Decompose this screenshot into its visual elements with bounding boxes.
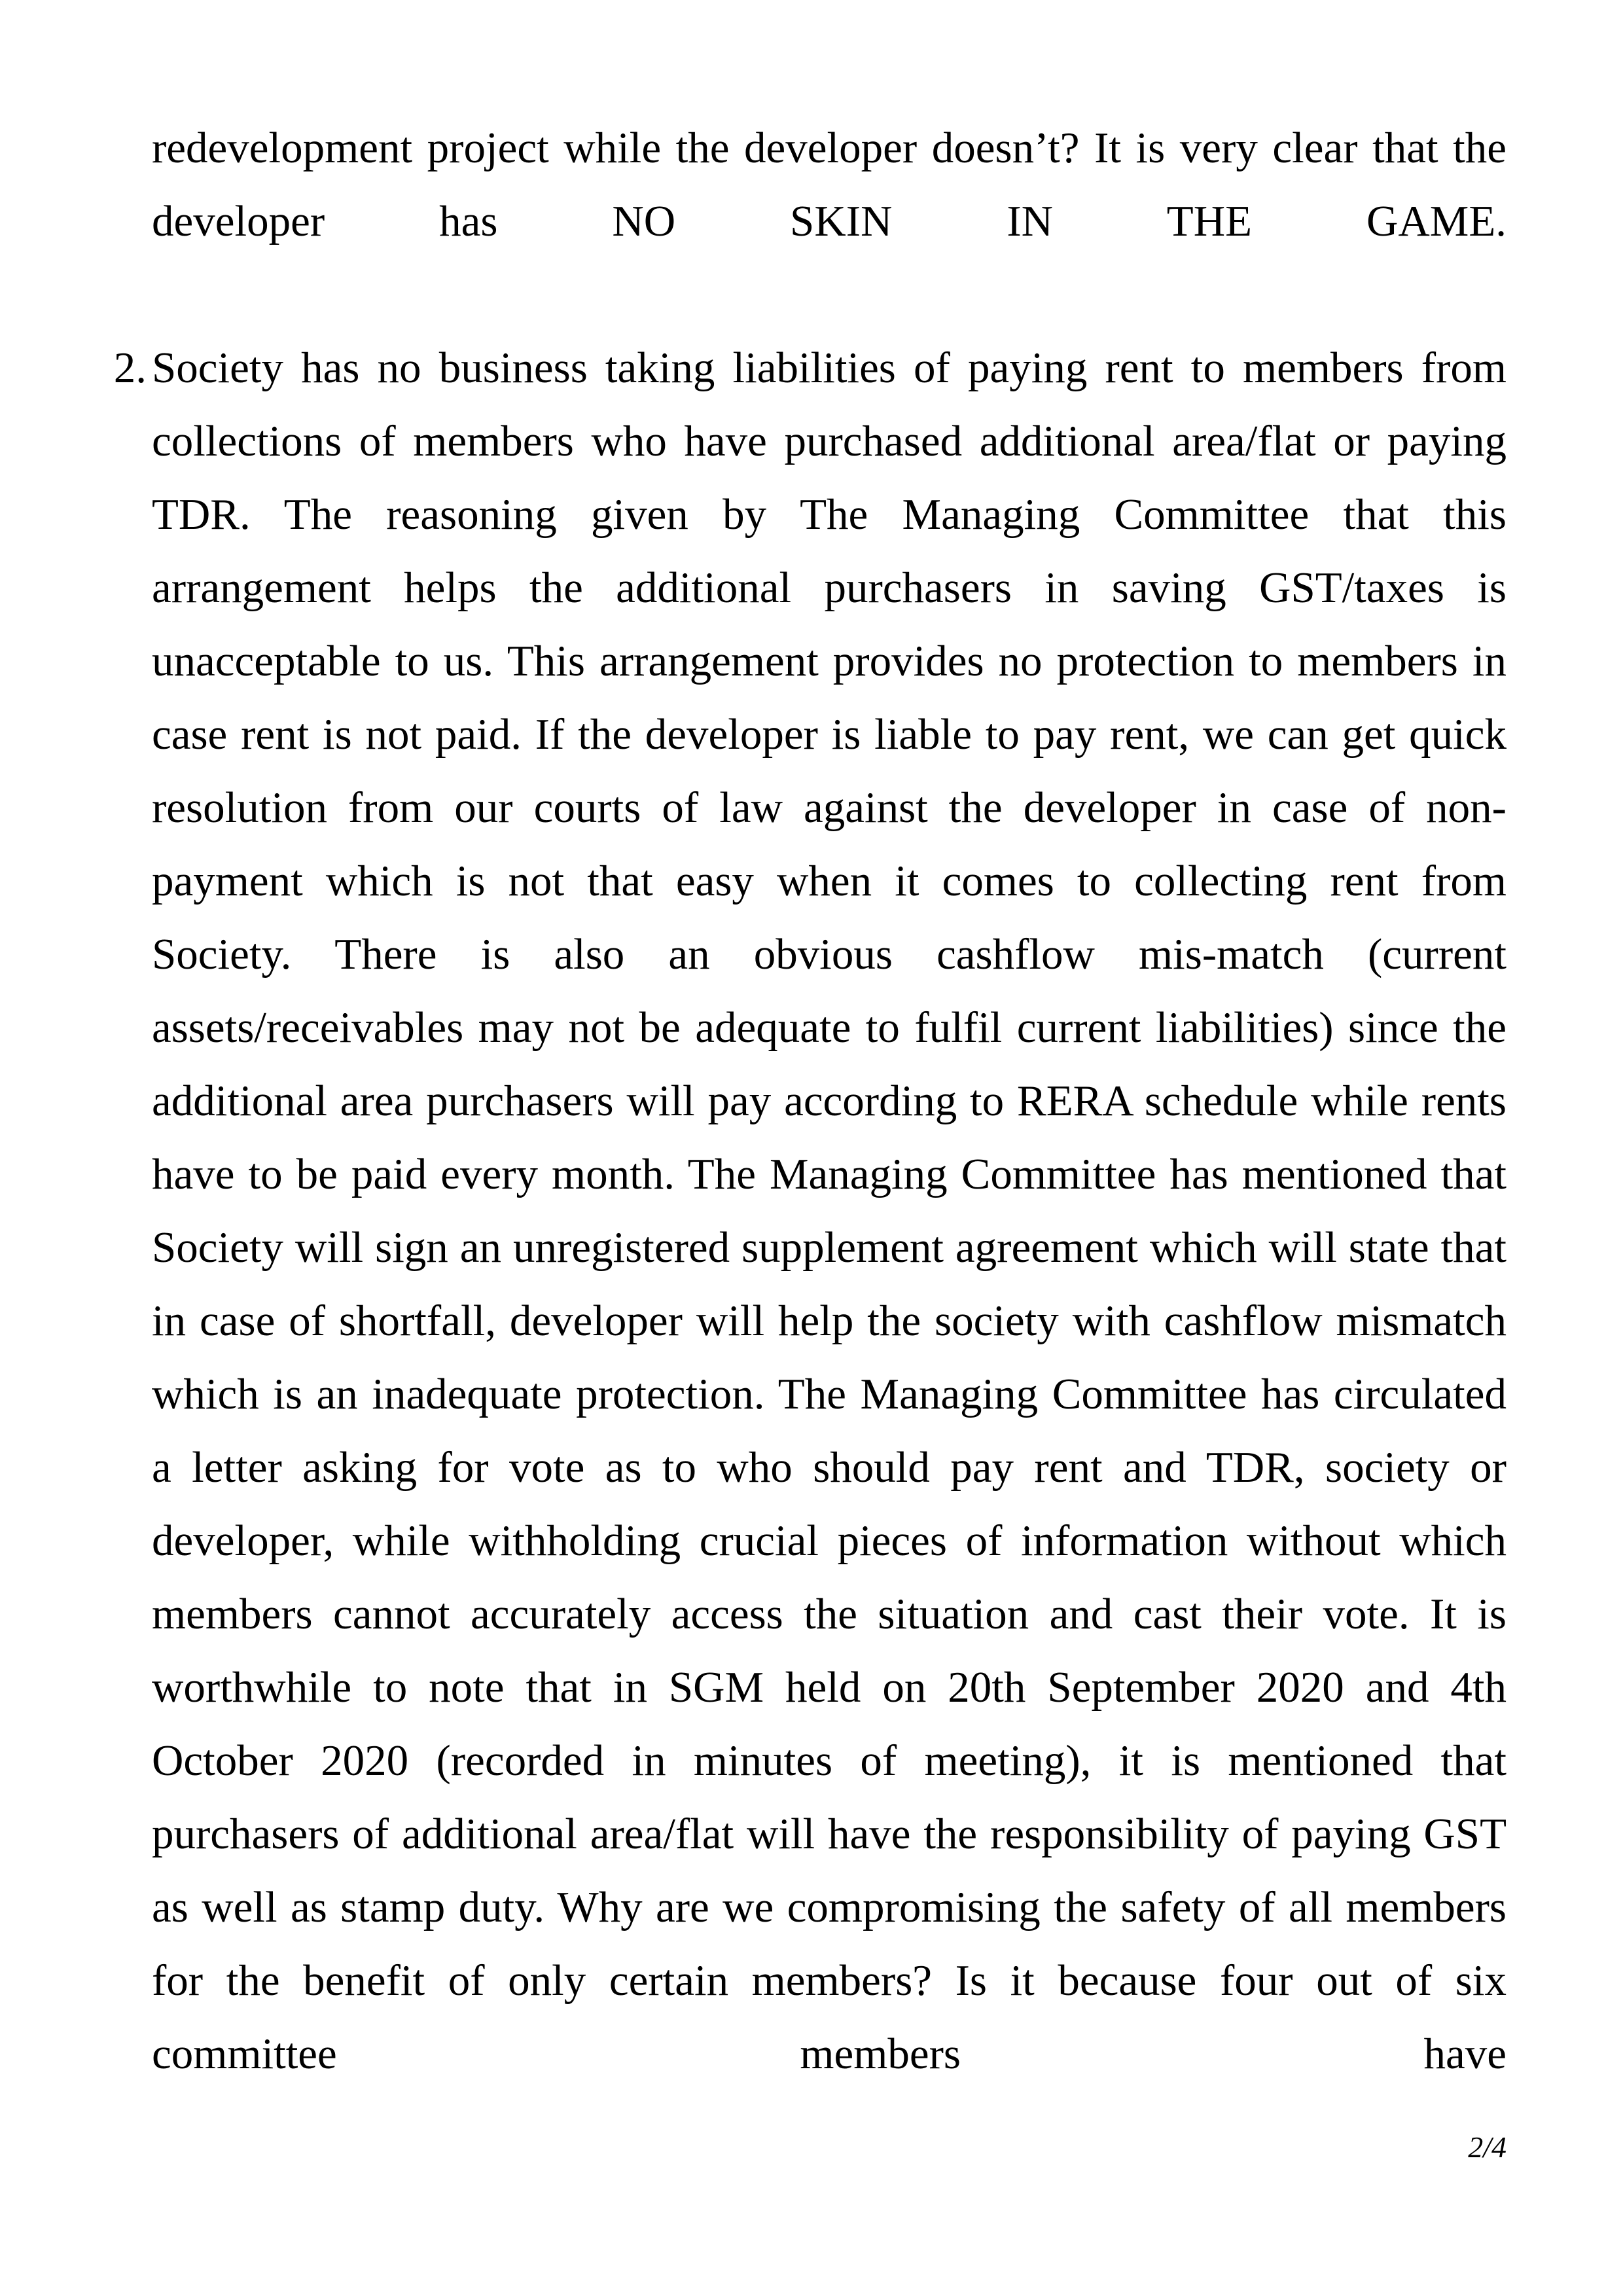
- text-column: [113, 111, 1507, 2164]
- continued-paragraph: redevelopment project while the developer doesn’t? It is very clear that the developer has NO SKIN IN THE GAME.: [152, 124, 1507, 245]
- page-number-footer: 2/4: [1468, 2130, 1507, 2164]
- list-item-text: Society has no business taking liabilities of paying rent to members from collections of members who have purchased additional area/flat or paying TDR. The reasoning given by The Managing Committee that this arrangement helps the additional purchasers in saving GST/taxes is unacceptable to us. This arrangement provides no protection to members in case rent is not paid. If the developer is liable to pay rent, we can get quick resolution from our courts of law against the developer in case of non-payment which is not that easy when it comes to collecting rent from Society. There is also an obvious cashflow mis-match (current assets/receivables may not be adequate to fulfil current liabilities) since the additional area purchasers will pay according to RERA schedule while rents have to be paid every month. The Managing Committee has mentioned that Society will sign an unregistered supplement agreement which will state that in case of shortfall, developer will help the society with cashflow mismatch which is an inadequate protection. The Managing Committee has circulated a letter asking for vote as to who should pay rent and TDR, society or developer, while withholding crucial pieces of information without which members cannot accurately access the situation and cast their vote. It is worthwhile to note that in SGM held on 20th September 2020 and 4th October 2020 (recorded in minutes of meeting), it is mentioned that purchasers of additional area/flat will have the responsibility of paying GST as well as stamp duty. Why are we compromising the safety of all members for the benefit of only certain members? Is it because four out of six committee members have: [152, 344, 1507, 2078]
- list-item-marker: 2.: [113, 344, 147, 392]
- list-item: [113, 331, 1507, 2164]
